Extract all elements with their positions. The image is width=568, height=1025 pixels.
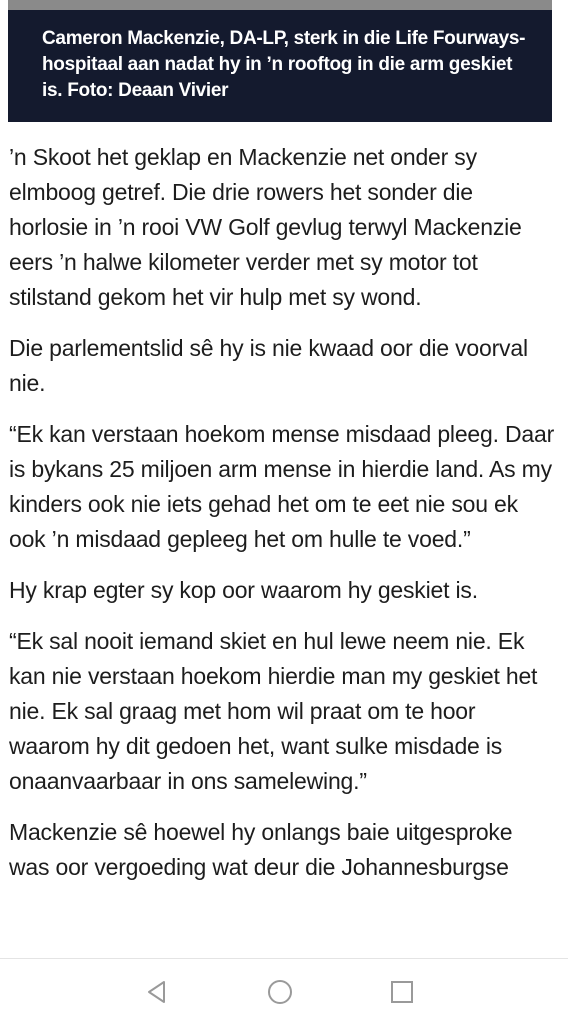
article-paragraph: “Ek kan verstaan hoekom mense misdaad pleeg. Daar is bykans 25 miljoen arm mense in hierdie land. As my kinders ook nie iets gehad het om te eet nie sou ek ook ’n misdaad gepleeg het om hulle te voed.” (9, 421, 555, 552)
article-paragraph: “Ek sal nooit iemand skiet en hul lewe neem nie. Ek kan nie verstaan hoekom hierdie man my geskiet het nie. Ek sal graag met hom wil praat om te hoor waarom hy dit gedoen het, want sulke misdade is onaanvaarbaar in ons samelewing.” (9, 628, 538, 794)
article-paragraph: ’n Skoot het geklap en Mackenzie net onder sy elmboog getref. Die drie rowers het sonder die horlosie in ’n rooi VW Golf gevlug terwyl Mackenzie eers ’n halwe kilometer verder met sy motor tot stilstand gekom het vir hulp met sy wond. (9, 144, 522, 310)
article-paragraph: Hy krap egter sy kop oor waarom hy geskiet is. (9, 577, 478, 603)
article-photo (8, 0, 552, 10)
circle-home-icon (266, 978, 294, 1006)
back-button[interactable] (142, 977, 172, 1007)
caption-text: Cameron Mackenzie, DA-LP, sterk in die Life Fourways-hospitaal aan nadat hy in ’n rooftog in die arm geskiet is. Foto: Deaan Vivier (42, 28, 526, 101)
recents-button[interactable] (387, 977, 417, 1007)
triangle-back-icon (144, 979, 170, 1005)
article-paragraph: Mackenzie sê hoewel hy onlangs baie uitgesproke was oor vergoeding wat deur die Johannesburgse (9, 819, 513, 880)
photo-caption (8, 10, 552, 122)
article-body (9, 140, 557, 958)
square-recents-icon (389, 979, 415, 1005)
home-button[interactable] (265, 977, 295, 1007)
article-paragraph: Die parlementslid sê hy is nie kwaad oor die voorval nie. (9, 335, 528, 396)
system-navigation-bar (0, 958, 568, 1025)
